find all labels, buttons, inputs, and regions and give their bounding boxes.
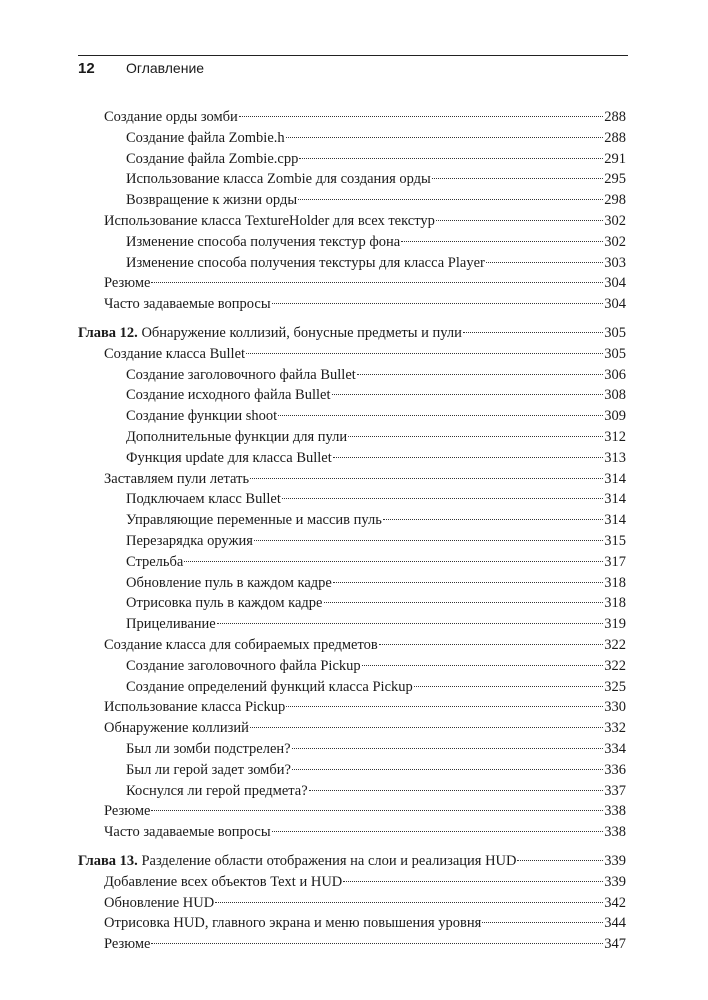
toc-entry (104, 913, 626, 933)
toc-entry (104, 801, 626, 821)
dot-leader (272, 303, 604, 304)
toc-entry-title (126, 739, 291, 759)
dot-leader (151, 943, 603, 944)
toc-title-text: Обнаружение коллизий (104, 720, 249, 737)
toc-entry-title (126, 510, 382, 530)
toc-entry-title (126, 169, 431, 189)
toc-page-number: 339 (604, 873, 626, 890)
toc-chapter-entry (78, 851, 626, 871)
toc-entry-title (126, 677, 413, 697)
dot-leader (299, 158, 603, 159)
dot-leader (282, 498, 603, 499)
toc-entry (104, 697, 626, 717)
toc-entry-title (126, 385, 331, 405)
toc-entry-title (126, 531, 253, 551)
dot-leader (239, 116, 603, 117)
toc-title-text: Разделение области отображения на слои и реализация HUD (141, 853, 517, 869)
toc-title-text: Заставляем пули летать (104, 470, 250, 487)
toc-entry (126, 190, 626, 210)
toc-entry (104, 469, 626, 489)
toc-entry (126, 510, 626, 530)
toc-page-number: 302 (604, 213, 626, 229)
dot-leader (324, 602, 604, 603)
toc-entry-title (126, 190, 297, 210)
dot-leader (286, 137, 604, 138)
toc-entry-title (104, 107, 238, 127)
toc-page-number: 344 (604, 915, 626, 932)
dot-leader (432, 178, 603, 179)
dot-leader (309, 790, 604, 791)
toc-entry-title (126, 552, 183, 572)
toc-entry (126, 489, 626, 509)
dot-leader (250, 727, 603, 728)
toc-entry-title (126, 573, 332, 593)
toc-entry-title (126, 427, 347, 447)
toc-page-number: 308 (604, 387, 626, 404)
dot-leader (383, 519, 603, 520)
dot-leader (379, 644, 604, 645)
toc-title-text: Возвращение к жизни орды (126, 192, 298, 209)
toc-page-number: 317 (604, 553, 626, 570)
toc-page-number: 295 (604, 171, 626, 188)
toc-page-number: 302 (604, 233, 626, 250)
toc-entry (126, 232, 626, 252)
dot-leader (254, 540, 603, 541)
toc-entry-title (104, 718, 249, 738)
dot-leader (348, 436, 603, 437)
toc-title-text: Использование класса Pickup (104, 699, 286, 716)
toc-page-number: 314 (604, 512, 626, 529)
dot-leader (151, 282, 603, 283)
toc-title-text: Создание исходного файла Bullet (126, 387, 331, 404)
toc-entry-title (104, 872, 342, 892)
toc-entry (126, 677, 626, 697)
toc-entry-title (104, 697, 285, 717)
toc-page-number: 342 (604, 894, 626, 911)
toc-entry-title (104, 893, 214, 913)
toc-title-text: Обновление HUD (104, 894, 215, 911)
toc-title-text: Создание класса Bullet (104, 345, 246, 362)
dot-leader (333, 582, 603, 583)
dot-leader (272, 831, 604, 832)
toc-entry (104, 107, 626, 127)
toc-entry-title (126, 593, 323, 613)
toc-title-text: Резюме (104, 936, 151, 953)
dot-leader (246, 353, 603, 354)
toc-entry-title (126, 365, 356, 385)
dot-leader (292, 769, 603, 770)
toc-entry (126, 739, 626, 759)
toc-entry (104, 273, 626, 293)
toc-title-text: Создание файла Zombie.cpp (126, 150, 299, 167)
toc-entry (104, 718, 626, 738)
chapter-number: Глава 13. (78, 853, 138, 869)
toc-title-text: Подключаем класс Bullet (126, 491, 281, 508)
toc-page-number: 347 (604, 936, 626, 953)
toc-entry (104, 635, 626, 655)
toc-entry (104, 934, 626, 954)
toc-entry-title (126, 253, 485, 273)
toc-page-number: 318 (604, 574, 626, 591)
dot-leader (215, 902, 603, 903)
toc-title-text: Перезарядка оружия (126, 533, 253, 549)
toc-entry (126, 531, 626, 551)
toc-entry (126, 128, 626, 148)
toc-page-number: 313 (604, 449, 626, 466)
toc-entry-title (104, 913, 481, 933)
toc-entry (104, 822, 626, 842)
toc-page-number: 319 (604, 616, 626, 633)
dot-leader (298, 199, 603, 200)
toc-title-text: Был ли зомби подстрелен? (126, 741, 291, 757)
dot-leader (414, 686, 603, 687)
toc-title-text: Изменение способа получения текстуры для класса Player (126, 254, 485, 271)
toc-page-number: 338 (604, 824, 626, 841)
toc-title-text: Резюме (104, 275, 151, 292)
toc-entry-title (78, 851, 516, 871)
toc-entry-title (126, 128, 285, 148)
toc-page-number: 339 (604, 853, 626, 869)
dot-leader (482, 922, 603, 923)
toc-entry (126, 614, 626, 634)
toc-entry-title (126, 656, 361, 676)
toc-page-number: 318 (604, 595, 626, 612)
toc-page-number: 314 (604, 470, 626, 487)
toc-title-text: Часто задаваемые вопросы (104, 296, 271, 313)
toc-entry-title (126, 232, 400, 252)
toc-title-text: Создание определений функций класса Pickup (126, 678, 413, 695)
toc-page-number: 334 (604, 741, 626, 757)
toc-page-number: 325 (604, 678, 626, 695)
toc-title-text: Создание функции shoot (126, 408, 278, 425)
toc-page-number: 288 (604, 109, 626, 125)
toc-entry (126, 760, 626, 780)
toc-entry (104, 294, 626, 314)
toc-title-text: Создание орды зомби (104, 109, 238, 125)
toc-chapter-entry (78, 323, 626, 343)
toc-entry-title (104, 822, 271, 842)
dot-leader (333, 457, 603, 458)
toc-title-text: Дополнительные функции для пули (126, 429, 348, 445)
dot-leader (343, 881, 603, 882)
header-rule (78, 55, 628, 56)
toc-entry-title (104, 294, 271, 314)
dot-leader (362, 665, 604, 666)
toc-entry-title (126, 781, 308, 801)
toc-entry-title (104, 635, 378, 655)
toc-entry (126, 385, 626, 405)
toc-page-number: 291 (604, 150, 626, 167)
toc-entry-title (104, 934, 150, 954)
toc-page-number: 312 (604, 429, 626, 445)
dot-leader (357, 374, 603, 375)
toc-title-text: Обновление пуль в каждом кадре (126, 574, 332, 591)
toc-page-number: 304 (604, 275, 626, 292)
toc-title-text: Функция update для класса Bullet (126, 449, 332, 466)
toc-page-number: 330 (604, 699, 626, 716)
toc-title-text: Создание класса для собираемых предметов (104, 637, 378, 653)
toc-entry-title (104, 211, 435, 231)
toc-title-text: Создание заголовочного файла Pickup (126, 657, 361, 674)
toc-title-text: Добавление всех объектов Text и HUD (104, 873, 343, 890)
toc-title-text: Изменение способа получения текстур фона (126, 233, 401, 250)
toc-entry (126, 573, 626, 593)
toc-entry (126, 656, 626, 676)
dot-leader (250, 478, 603, 479)
toc-entry (104, 211, 626, 231)
toc-entry (126, 781, 626, 801)
toc-entry (104, 344, 626, 364)
toc-page-number: 303 (604, 254, 626, 271)
dot-leader (278, 415, 603, 416)
dot-leader (151, 810, 603, 811)
toc-title-text: Коснулся ли герой предмета? (126, 782, 308, 799)
toc-page-number: 337 (604, 782, 626, 799)
dot-leader (463, 332, 603, 333)
toc-page-number: 314 (604, 491, 626, 508)
dot-leader (517, 860, 603, 861)
toc-entry (126, 406, 626, 426)
dot-leader (286, 706, 603, 707)
toc-entry (104, 893, 626, 913)
toc-entry-title (126, 448, 332, 468)
toc-entry-title (126, 406, 277, 426)
dot-leader (217, 623, 604, 624)
page-header (78, 60, 204, 80)
toc-title-text: Отрисовка HUD, главного экрана и меню повышения уровня (104, 915, 482, 932)
toc-entry (126, 149, 626, 169)
toc-entry (126, 552, 626, 572)
toc-page-number: 322 (604, 657, 626, 674)
toc-page-number: 288 (604, 129, 626, 146)
dot-leader (332, 394, 604, 395)
dot-leader (436, 220, 603, 221)
toc-entry-title (104, 801, 150, 821)
dot-leader (292, 748, 604, 749)
toc-entry (126, 365, 626, 385)
toc-title-text: Использование класса Zombie для создания орды (126, 171, 431, 188)
toc-title-text: Отрисовка пуль в каждом кадре (126, 595, 323, 612)
toc-entry-title (126, 614, 216, 634)
toc-entry (126, 427, 626, 447)
toc-entry (126, 253, 626, 273)
toc-page-number: 332 (604, 720, 626, 737)
dot-leader (486, 262, 603, 263)
toc-title-text: Создание заголовочного файла Bullet (126, 366, 356, 383)
toc-page-number: 338 (604, 803, 626, 820)
toc-page-number: 304 (604, 296, 626, 313)
page-number: 12 (78, 60, 95, 77)
toc-title-text: Создание файла Zombie.h (126, 129, 285, 146)
toc-title-text: Управляющие переменные и массив пуль (126, 512, 382, 529)
dot-leader (401, 241, 603, 242)
toc-entry-title (126, 149, 298, 169)
toc-entry (126, 169, 626, 189)
chapter-number: Глава 12. (78, 325, 138, 341)
toc-title-text: Обнаружение коллизий, бонусные предметы и пули (141, 325, 462, 341)
toc-page-number: 315 (604, 533, 626, 549)
toc-page-number: 298 (604, 192, 626, 209)
toc-entry-title (104, 469, 249, 489)
toc-title-text: Использование класса TextureHolder для всех текстур (104, 213, 435, 229)
toc-title-text: Резюме (104, 803, 151, 820)
toc-page-number: 336 (604, 761, 626, 778)
toc-page-number: 309 (604, 408, 626, 425)
toc-entry (104, 872, 626, 892)
toc-title-text: Был ли герой задет зомби? (126, 761, 291, 778)
toc-page-number: 305 (604, 345, 626, 362)
toc-entry (126, 448, 626, 468)
toc-entry-title (126, 760, 291, 780)
toc-title-text: Часто задаваемые вопросы (104, 824, 271, 841)
toc-entry-title (104, 344, 245, 364)
toc-title-text: Прицеливание (126, 616, 216, 633)
toc-page-number: 322 (604, 637, 626, 653)
running-title: Оглавление (126, 60, 205, 76)
toc-entry (126, 593, 626, 613)
toc-entry-title (104, 273, 150, 293)
dot-leader (184, 561, 603, 562)
toc-entry-title (78, 323, 462, 343)
toc-page-number: 305 (604, 325, 626, 341)
toc-title-text: Стрельба (126, 553, 184, 570)
toc-entry-title (126, 489, 281, 509)
toc-page-number: 306 (604, 366, 626, 383)
